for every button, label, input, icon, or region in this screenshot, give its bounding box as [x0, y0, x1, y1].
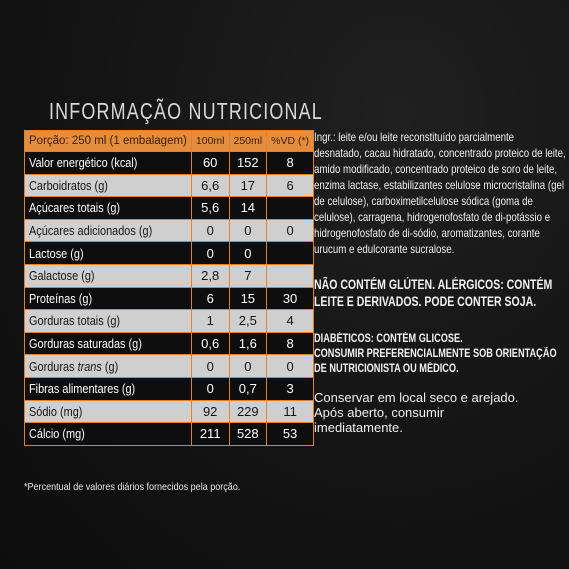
- nutrient-label-text: Sódio (mg): [29, 403, 83, 419]
- value-100ml: 1: [191, 310, 229, 333]
- allergen-warning: [314, 276, 553, 310]
- table-row: [25, 219, 314, 242]
- value-vd: 4: [267, 310, 314, 333]
- value-250ml: 0: [229, 242, 267, 265]
- value-250ml: 15: [229, 287, 267, 310]
- storage-line: Conservar em local seco e arejado.: [314, 390, 519, 405]
- value-100ml: 6: [191, 287, 229, 310]
- ingredients-line: enzima lactase, estabilizantes celulose microcristalina (gel: [314, 178, 565, 192]
- value-250ml: 14: [229, 197, 267, 220]
- value-100ml: 0: [191, 242, 229, 265]
- nutrient-label: [25, 332, 192, 355]
- value-250ml: 229: [229, 400, 267, 423]
- value-250ml: 0,7: [229, 377, 267, 400]
- table-row: [25, 242, 314, 265]
- nutrient-label-text: Proteínas (g): [29, 290, 93, 306]
- value-100ml: 5,6: [191, 197, 229, 220]
- value-250ml: 17: [229, 174, 267, 197]
- value-vd: 8: [267, 332, 314, 355]
- value-100ml: 6,6: [191, 174, 229, 197]
- value-250ml: 152: [229, 152, 267, 175]
- value-vd: [267, 197, 314, 220]
- nutrient-label: [25, 377, 192, 400]
- value-100ml: 211: [191, 423, 229, 446]
- nutrition-table: [24, 130, 314, 446]
- value-vd: [267, 242, 314, 265]
- value-250ml: 7: [229, 264, 267, 287]
- nutrient-label-text: Açúcares totais (g): [29, 200, 121, 216]
- value-100ml: 92: [191, 400, 229, 423]
- nutrient-label-text: Valor energético (kcal): [29, 155, 138, 171]
- table-header-row: [25, 131, 314, 152]
- value-250ml: 1,6: [229, 332, 267, 355]
- nutrient-label: [25, 287, 192, 310]
- storage-instructions: [314, 390, 546, 435]
- nutrient-label: [25, 242, 192, 265]
- ingredients-line: desnatado, cacau hidratado, concentrado proteico de leite,: [314, 146, 566, 160]
- nutrient-label-part: (g): [101, 358, 119, 374]
- nutrient-label-text: Açúcares adicionados (g): [29, 223, 153, 239]
- nutrient-label-italic: trans: [77, 358, 102, 374]
- table-row: [25, 423, 314, 446]
- table-row: [25, 355, 314, 378]
- header-250ml: 250ml: [229, 131, 267, 152]
- nutrient-label-text: Fibras alimentares (g): [29, 381, 136, 397]
- nutrient-label: [25, 152, 192, 175]
- table-row: [25, 400, 314, 423]
- nutrient-label-text: [29, 359, 118, 374]
- diabetic-line: DE NUTRICIONISTA OU MÉDICO.: [314, 363, 459, 375]
- value-250ml: 528: [229, 423, 267, 446]
- value-vd: 30: [267, 287, 314, 310]
- table-row: [25, 332, 314, 355]
- storage-line: Após aberto, consumir: [314, 405, 445, 420]
- ingredients-line: amido modificado, concentrado proteico de soro de leite,: [314, 162, 558, 176]
- allergen-line: NÃO CONTÉM GLÚTEN. ALÉRGICOS: CONTÉM: [314, 277, 553, 292]
- nutrient-label-text: Gorduras saturadas (g): [29, 336, 142, 352]
- diabetic-warning: [314, 332, 557, 377]
- value-250ml: 0: [229, 355, 267, 378]
- nutrient-label: [25, 197, 192, 220]
- nutrient-label: [25, 423, 192, 446]
- value-100ml: 0,6: [191, 332, 229, 355]
- ingredients-line: celulose), carragena, hidrogenofosfato de di-potássio e: [314, 210, 551, 224]
- table-row: [25, 174, 314, 197]
- value-vd: [267, 264, 314, 287]
- ingredients-line: Ingr.: leite e/ou leite reconstituído parcialmente: [314, 130, 515, 144]
- value-vd: 3: [267, 377, 314, 400]
- nutrient-label-text: Gorduras totais (g): [29, 313, 121, 329]
- table-row: [25, 287, 314, 310]
- value-vd: 8: [267, 152, 314, 175]
- value-100ml: 0: [191, 355, 229, 378]
- diabetic-line: CONSUMIR PREFERENCIALMENTE SOB ORIENTAÇÃO: [314, 348, 557, 360]
- table-row: [25, 264, 314, 287]
- nutrient-label-part: Gorduras: [29, 358, 78, 374]
- nutrient-label-text: Galactose (g): [29, 268, 95, 284]
- value-250ml: 0: [229, 219, 267, 242]
- nutrition-title: INFORMAÇÃO NUTRICIONAL: [49, 98, 323, 124]
- storage-line: imediatamente.: [314, 420, 403, 435]
- allergen-line: LEITE E DERIVADOS. PODE CONTER SOJA.: [314, 294, 537, 309]
- table-row: [25, 377, 314, 400]
- diabetic-line: DIABÉTICOS: CONTÉM GLICOSE.: [314, 333, 463, 345]
- ingredients-line: urucum e edulcorante sucralose.: [314, 242, 455, 256]
- header-portion: Porção: 250 ml (1 embalagem): [25, 131, 192, 152]
- nutrient-label: [25, 219, 192, 242]
- nutrient-label: [25, 174, 192, 197]
- table-row: [25, 152, 314, 175]
- value-100ml: 60: [191, 152, 229, 175]
- footnote: *Percentual de valores diários fornecidos pela porção.: [24, 481, 241, 493]
- nutrient-label: [25, 400, 192, 423]
- value-vd: 11: [267, 400, 314, 423]
- nutrient-label-text: Lactose (g): [29, 245, 84, 261]
- table-row: [25, 197, 314, 220]
- nutrient-label-text: Cálcio (mg): [29, 426, 85, 442]
- ingredients-text: [314, 129, 566, 257]
- ingredients-line: de celulose), carboximetilcelulose sódica (goma de: [314, 194, 533, 208]
- value-250ml: 2,5: [229, 310, 267, 333]
- value-100ml: 2,8: [191, 264, 229, 287]
- value-vd: 53: [267, 423, 314, 446]
- value-100ml: 0: [191, 377, 229, 400]
- nutrient-label: [25, 310, 192, 333]
- value-vd: 0: [267, 219, 314, 242]
- nutrient-label-text: Carboidratos (g): [29, 177, 108, 193]
- header-vd: %VD (*): [267, 131, 314, 152]
- table-row: [25, 310, 314, 333]
- value-100ml: 0: [191, 219, 229, 242]
- header-100ml: 100ml: [191, 131, 229, 152]
- nutrient-label: [25, 355, 192, 378]
- ingredients-line: hidrogenofosfato de di-sódio, aromatizantes, corante: [314, 226, 540, 240]
- value-vd: 0: [267, 355, 314, 378]
- value-vd: 6: [267, 174, 314, 197]
- nutrient-label: [25, 264, 192, 287]
